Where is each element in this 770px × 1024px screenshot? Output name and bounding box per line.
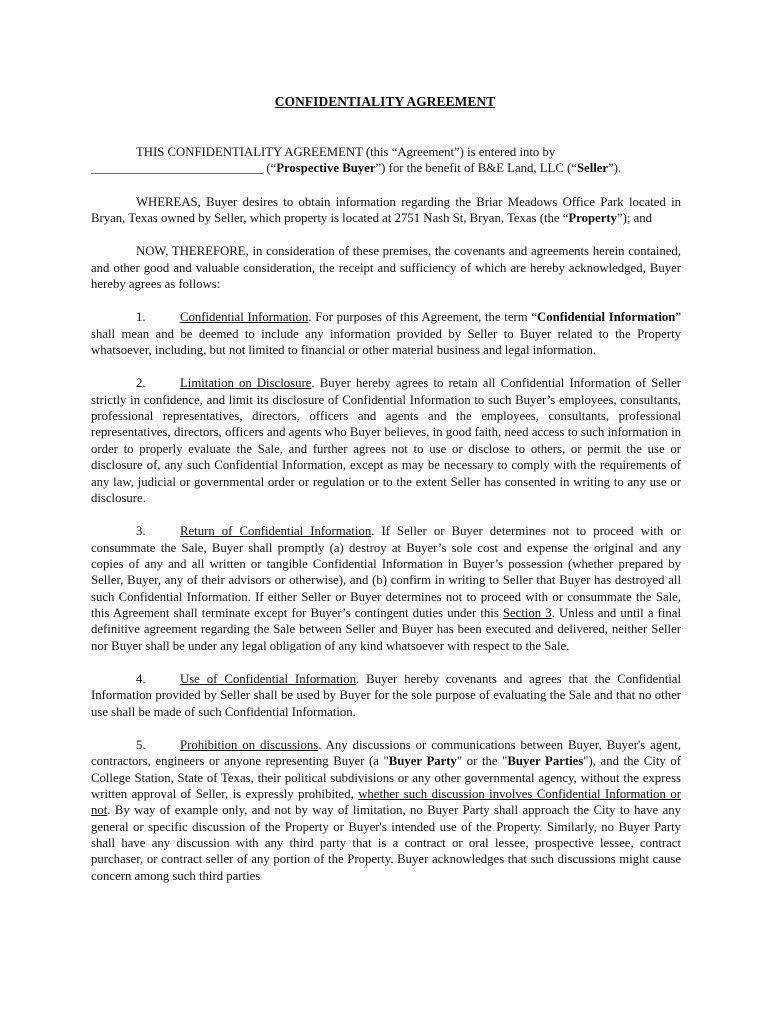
intro-paragraph [91,144,681,177]
section-heading: Limitation on Disclosure [180,376,312,391]
section-5 [91,737,681,884]
section-number: 4. [136,671,146,686]
section-heading: Return of Confidential Information [180,524,372,539]
section-text: . By way of example only, and not by way of limitation, no Buyer Party shall approach the City to have any general or specific discussion of the Property or Buyer's intended use of the Property. Similarly, no Buyer Party shall have any discussion with any third party that is a contract or oral lessee, prospective lessee, contract purchaser, or contract seller of any portion of the Property. Buyer acknowledges that such discussions might cause concern among such third parties [91,803,681,883]
section-text: . If Seller or Buyer determines not to proceed with or consummate the Sale, Buyer shall promptly (a) destroy at Buyer’s sole cost and expense the original and any copies of any and all written or tangible Confidential Information in Buyer’s possession (whether prepared by Seller, Buyer, any of their advisors or otherwise), and (b) confirm in writing to Seller that Buyer has destroyed all such Confidential Information. If either Seller or Buyer determines not to proceed with or consummate the Sale, this Agreement shall terminate except for Buyer’s contingent duties under this [91,524,681,620]
section-text: . Unless and until a final definitive agreement regarding the Sale between Seller and Buyer has been executed and delivered, neither Seller nor Buyer shall be under any legal obligation of any kind whatsoever with respect to the Sale. [91,605,681,653]
section-text: . Buyer hereby agrees to retain all Confidential Information of Seller strictly in confidence, and limit its disclosure of Confidential Information to such Buyer’s employees, consultants, professional representatives, directors, officers and agents and the employees, consultants, professional representatives, directors, officers and agents who Buyer believes, in good faith, need access to such information in order to properly evaluate the Sale, and further agrees not to use or disclose to others, or permit the use or disclosure of, any such Confidential Information, except as may be necessary to comply with the requirements of any law, judicial or governmental order or regulation or to the extent Seller has consented in writing to any use or disclosure. [91,376,681,505]
defined-term-property: Property [568,211,617,226]
underlined-clause: whether such discussion involves Confidential Information or not [91,787,681,818]
section-2 [91,375,681,506]
section-heading: Prohibition on discussions [180,737,319,752]
section-heading: Use of Confidential Information [180,671,356,686]
document-body [91,144,681,901]
defined-term-prospective-buyer: Prospective Buyer [276,161,376,176]
whereas-text: WHEREAS, Buyer desires to obtain information regarding the Briar Meadows Office Park located in Bryan, Texas owned by Seller, which property is located at 2751 Nash St, Bryan, Texas (the “ [91,194,681,226]
section-text: "), and the City of College Station, State of Texas, their political subdivisions or any other governmental agency, without the express written approval of Seller, is expressly prohibited, [91,754,681,801]
section-text: . Buyer hereby covenants and agrees that the Confidential Information provided by Seller shall be used by Buyer for the sole purpose of evaluating the Sale and that no other use shall be made of such Confidential Information. [91,671,681,719]
section-3 [91,523,681,654]
whereas-paragraph [91,194,681,227]
intro-text: ”) for the benefit of B&E Land, LLC (“ [375,161,577,176]
section-4 [91,671,681,720]
section-number: 5. [136,737,146,752]
defined-term-seller: Seller [576,161,609,176]
buyer-name-blank: ___________________________ [91,161,264,176]
section-text: . For purposes of this Agreement, the term “ [308,310,538,325]
defined-term-buyer-parties: Buyer Parties [507,754,584,769]
section-heading: Confidential Information [180,310,309,325]
intro-text: (“ [263,161,277,176]
intro-text: THIS CONFIDENTIALITY AGREEMENT (this “Agreement”) is entered into by [136,145,556,159]
section-reference: Section 3 [502,605,552,620]
section-1 [91,309,681,358]
document-title: CONFIDENTIALITY AGREEMENT [274,94,496,109]
section-text: ” shall mean and be deemed to include any information provided by Seller to Buyer related to the Property whatsoever, including, but not limited to financial or other material business and legal information. [91,310,682,358]
section-text: " or the " [456,754,508,769]
whereas-text: ”); and [617,211,653,226]
intro-text: ”). [608,161,622,176]
section-number: 2. [136,376,146,391]
section-number: 1. [136,310,146,325]
therefore-paragraph: NOW, THEREFORE, in consideration of these premises, the covenants and agreements herein contained, and other good and valuable consideration, the receipt and sufficiency of which are hereby acknowledged, Buyer hereby agrees as follows: [91,244,681,292]
section-number: 3. [136,524,146,539]
section-text: . Any discussions or communications between Buyer, Buyer's agent, contractors, engineers or anyone representing Buyer (a " [91,737,681,769]
defined-term-buyer-party: Buyer Party [388,754,457,769]
defined-term-confidential-information: Confidential Information [537,310,676,325]
